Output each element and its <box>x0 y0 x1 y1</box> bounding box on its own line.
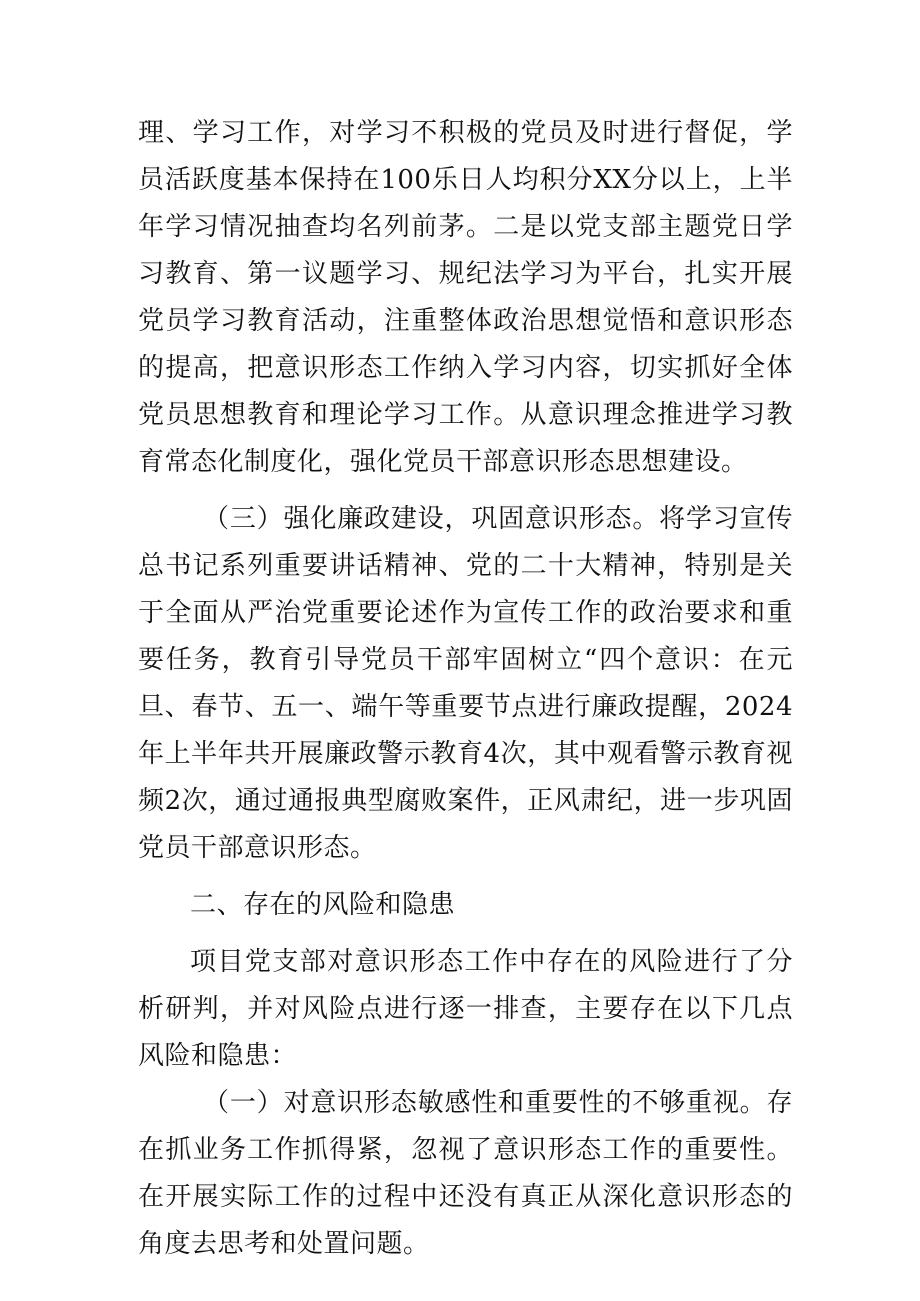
paragraph-study-work: 理、学习工作，对学习不积极的党员及时进行督促，学员活跃度基本保持在100乐日人均积分XX分以上，上半年学习情况抽查均名列前茅。二是以党支部主题党日学习教育、第一议题学习、规纪法学习为平台，扎实开展党员学习教育活动，注重整体政治思想觉悟和意识形态的提高，把意识形态工作纳入学习内容，切实抓好全体党员思想教育和理论学习工作。从意识理念推进学习教育常态化制度化，强化党员干部意识形态思想建设。 <box>138 118 793 477</box>
paragraph-risk-one: （一）对意识形态敏感性和重要性的不够重视。存在抓业务工作抓得紧，忽视了意识形态工作的重要性。在开展实际工作的过程中还没有真正从深化意识形态的角度去思考和处置问题。 <box>138 1088 793 1259</box>
document-body <box>138 110 793 1268</box>
paragraph-integrity-building: （三）强化廉政建设，巩固意识形态。将学习宣传总书记系列重要讲话精神、党的二十大精神，特别是关于全面从严治党重要论述作为宣传工作的政治要求和重要任务，教育引导党员干部牢固树立“四个意识：在元旦、春节、五一、端午等重要节点进行廉政提醒，2024年上半年共开展廉政警示教育4次，其中观看警示教育视频2次，通过通报典型腐败案件，正风肃纪，进一步巩固党员干部意识形态。 <box>138 504 793 863</box>
paragraph-risk-analysis: 项目党支部对意识形态工作中存在的风险进行了分析研判，并对风险点进行逐一排查，主要存在以下几点风险和隐患： <box>138 947 793 1071</box>
section-heading-risks: 二、存在的风险和隐患 <box>190 890 456 920</box>
